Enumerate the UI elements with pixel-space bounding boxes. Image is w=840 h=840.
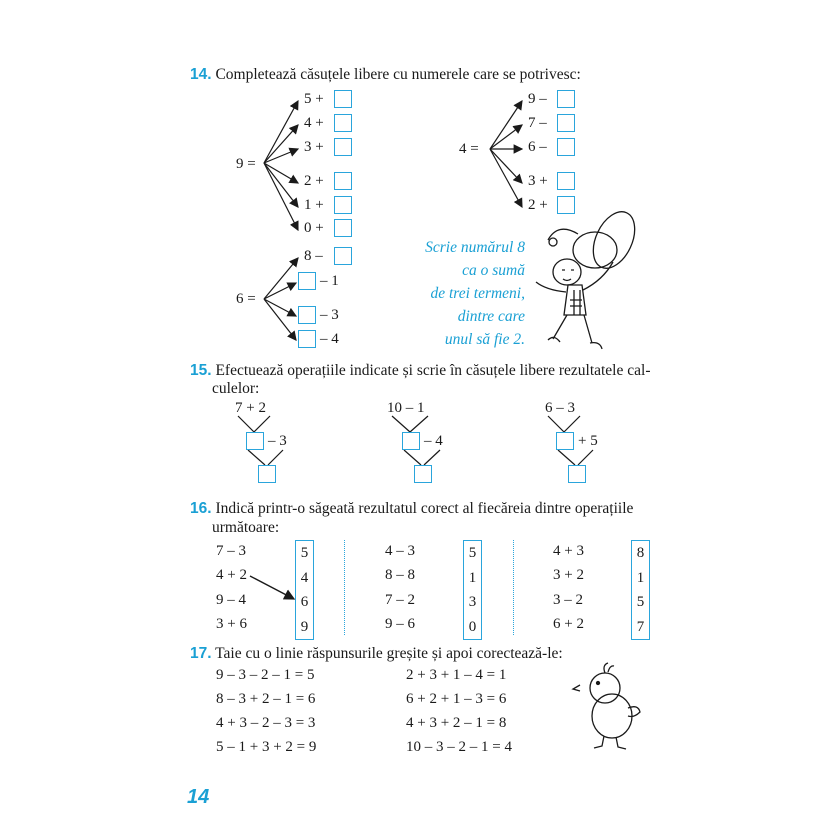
answer-box[interactable] (402, 432, 420, 450)
answer-option[interactable]: 7 (636, 618, 645, 635)
bubble-line: dintre care (457, 308, 525, 325)
answer-option[interactable]: 6 (300, 594, 309, 610)
ex15-instruction: Efectuează operațiile indicate și scrie în căsuțele libere rezultatele cal- (215, 362, 651, 379)
ex15-op: – 4 (424, 433, 443, 449)
tree9-row: 2 + (304, 173, 324, 189)
ex17-equation[interactable]: 5 – 1 + 3 + 2 = 9 (216, 739, 317, 755)
ex17-heading (190, 645, 563, 663)
ex16-instruction-cont: următoare: (212, 519, 280, 536)
tree4-row: 2 + (528, 197, 548, 213)
ex15-top: 6 – 3 (545, 400, 575, 416)
ex17-equation[interactable]: 6 + 2 + 1 – 3 = 6 (406, 691, 507, 707)
answer-box[interactable] (298, 330, 316, 348)
ex16-op[interactable]: 3 – 2 (553, 592, 583, 608)
chick-illustration (573, 663, 640, 749)
answer-box[interactable] (414, 465, 432, 483)
answer-box[interactable] (334, 114, 352, 132)
tree9-root: 9 = (236, 156, 256, 172)
ex16-op[interactable]: 9 – 6 (385, 616, 415, 632)
answer-box[interactable] (258, 465, 276, 483)
ex15-heading (190, 362, 650, 380)
ex17-equation[interactable]: 4 + 3 + 2 – 1 = 8 (406, 715, 507, 731)
ex16-number: 16. (190, 500, 212, 517)
ex17-equation[interactable]: 8 – 3 + 2 – 1 = 6 (216, 691, 316, 707)
ex15-number: 15. (190, 362, 212, 379)
answer-box[interactable] (557, 196, 575, 214)
answer-box[interactable] (334, 219, 352, 237)
tree9-row: 5 + (304, 91, 324, 107)
tree4-row: 9 – (528, 91, 547, 107)
answer-box[interactable] (334, 90, 352, 108)
ex17-equation[interactable]: 9 – 3 – 2 – 1 = 5 (216, 667, 315, 683)
ex15-op: + 5 (578, 433, 598, 449)
answer-box[interactable] (334, 247, 352, 265)
ex16-answers (295, 540, 314, 640)
ex16-op[interactable]: 8 – 8 (385, 567, 415, 583)
bubble-line: Scrie numărul 8 (425, 239, 525, 256)
tree4-root: 4 = (459, 141, 479, 157)
answer-option[interactable]: 4 (300, 569, 309, 586)
answer-box[interactable] (556, 432, 574, 450)
tree6-root: 6 = (236, 291, 256, 307)
ex17-equation[interactable]: 10 – 3 – 2 – 1 = 4 (406, 739, 512, 755)
ex16-answers (463, 540, 482, 640)
ex16-op[interactable]: 9 – 4 (216, 592, 246, 608)
tree6-row: – 3 (320, 307, 339, 323)
tree6-row: – 1 (320, 273, 339, 289)
elf-illustration (536, 205, 643, 349)
ex16-op[interactable]: 6 + 2 (553, 616, 584, 632)
tree6-row: 8 – (304, 248, 323, 264)
answer-option[interactable]: 1 (468, 569, 477, 586)
tree9-row: 1 + (304, 197, 324, 213)
tree9-row: 4 + (304, 115, 324, 131)
column-divider (513, 540, 514, 635)
elf-bubble-text (395, 236, 525, 351)
answer-box[interactable] (334, 196, 352, 214)
tree9-row: 0 + (304, 220, 324, 236)
answer-option[interactable]: 1 (636, 569, 645, 586)
tree6-row: – 4 (320, 331, 339, 347)
answer-box[interactable] (568, 465, 586, 483)
ex16-instruction: Indică printr-o săgeată rezultatul corect al fiecăreia dintre operațiile (215, 500, 634, 517)
tree9-row: 3 + (304, 139, 324, 155)
answer-option[interactable]: 0 (468, 618, 477, 635)
answer-option[interactable]: 5 (636, 594, 645, 610)
tree4-row: 7 – (528, 115, 547, 131)
answer-option[interactable]: 5 (468, 545, 477, 561)
answer-box[interactable] (334, 138, 352, 156)
ex17-instruction: Taie cu o linie răspunsurile greșite și apoi corectează-le: (215, 645, 563, 662)
tree4-row: 3 + (528, 173, 548, 189)
tree6-arrows (264, 258, 298, 340)
answer-box[interactable] (334, 172, 352, 190)
tree4-arrows (490, 101, 522, 207)
answer-box[interactable] (557, 138, 575, 156)
ex17-number: 17. (190, 645, 212, 662)
answer-option[interactable]: 8 (636, 545, 645, 561)
ex16-op[interactable]: 7 – 2 (385, 592, 415, 608)
column-divider (344, 540, 345, 635)
ex14-number: 14. (190, 66, 212, 83)
tree4-row: 6 – (528, 139, 547, 155)
answer-box[interactable] (298, 306, 316, 324)
answer-option[interactable]: 9 (300, 618, 309, 635)
bubble-line: de trei termeni, (430, 285, 525, 302)
answer-box[interactable] (246, 432, 264, 450)
answer-box[interactable] (557, 172, 575, 190)
ex14-instruction: Completează căsuțele libere cu numerele care se potrivesc: (215, 66, 581, 83)
answer-box[interactable] (557, 90, 575, 108)
bubble-line: ca o sumă (462, 262, 525, 279)
bubble-line: unul să fie 2. (444, 331, 525, 348)
ex16-example-arrow (250, 576, 294, 599)
ex16-answers (631, 540, 650, 640)
ex16-op[interactable]: 3 + 2 (553, 567, 584, 583)
page-number: 14 (187, 786, 210, 808)
ex16-heading (190, 500, 633, 518)
ex16-op[interactable]: 3 + 6 (216, 616, 247, 632)
answer-option[interactable]: 3 (468, 594, 477, 610)
answer-box[interactable] (298, 272, 316, 290)
answer-box[interactable] (557, 114, 575, 132)
ex16-op[interactable]: 7 – 3 (216, 543, 246, 559)
ex17-equation[interactable]: 2 + 3 + 1 – 4 = 1 (406, 667, 507, 683)
ex15-top: 7 + 2 (235, 400, 266, 416)
ex17-equation[interactable]: 4 + 3 – 2 – 3 = 3 (216, 715, 316, 731)
ex16-op[interactable]: 4 – 3 (385, 543, 415, 559)
ex15-top: 10 – 1 (387, 400, 425, 416)
answer-option[interactable]: 5 (300, 545, 309, 561)
ex16-op[interactable]: 4 + 2 (216, 567, 247, 583)
ex16-op[interactable]: 4 + 3 (553, 543, 584, 559)
tree9-arrows (264, 101, 298, 230)
ex15-instruction-cont: culelor: (212, 380, 260, 397)
ex15-op: – 3 (268, 433, 287, 449)
